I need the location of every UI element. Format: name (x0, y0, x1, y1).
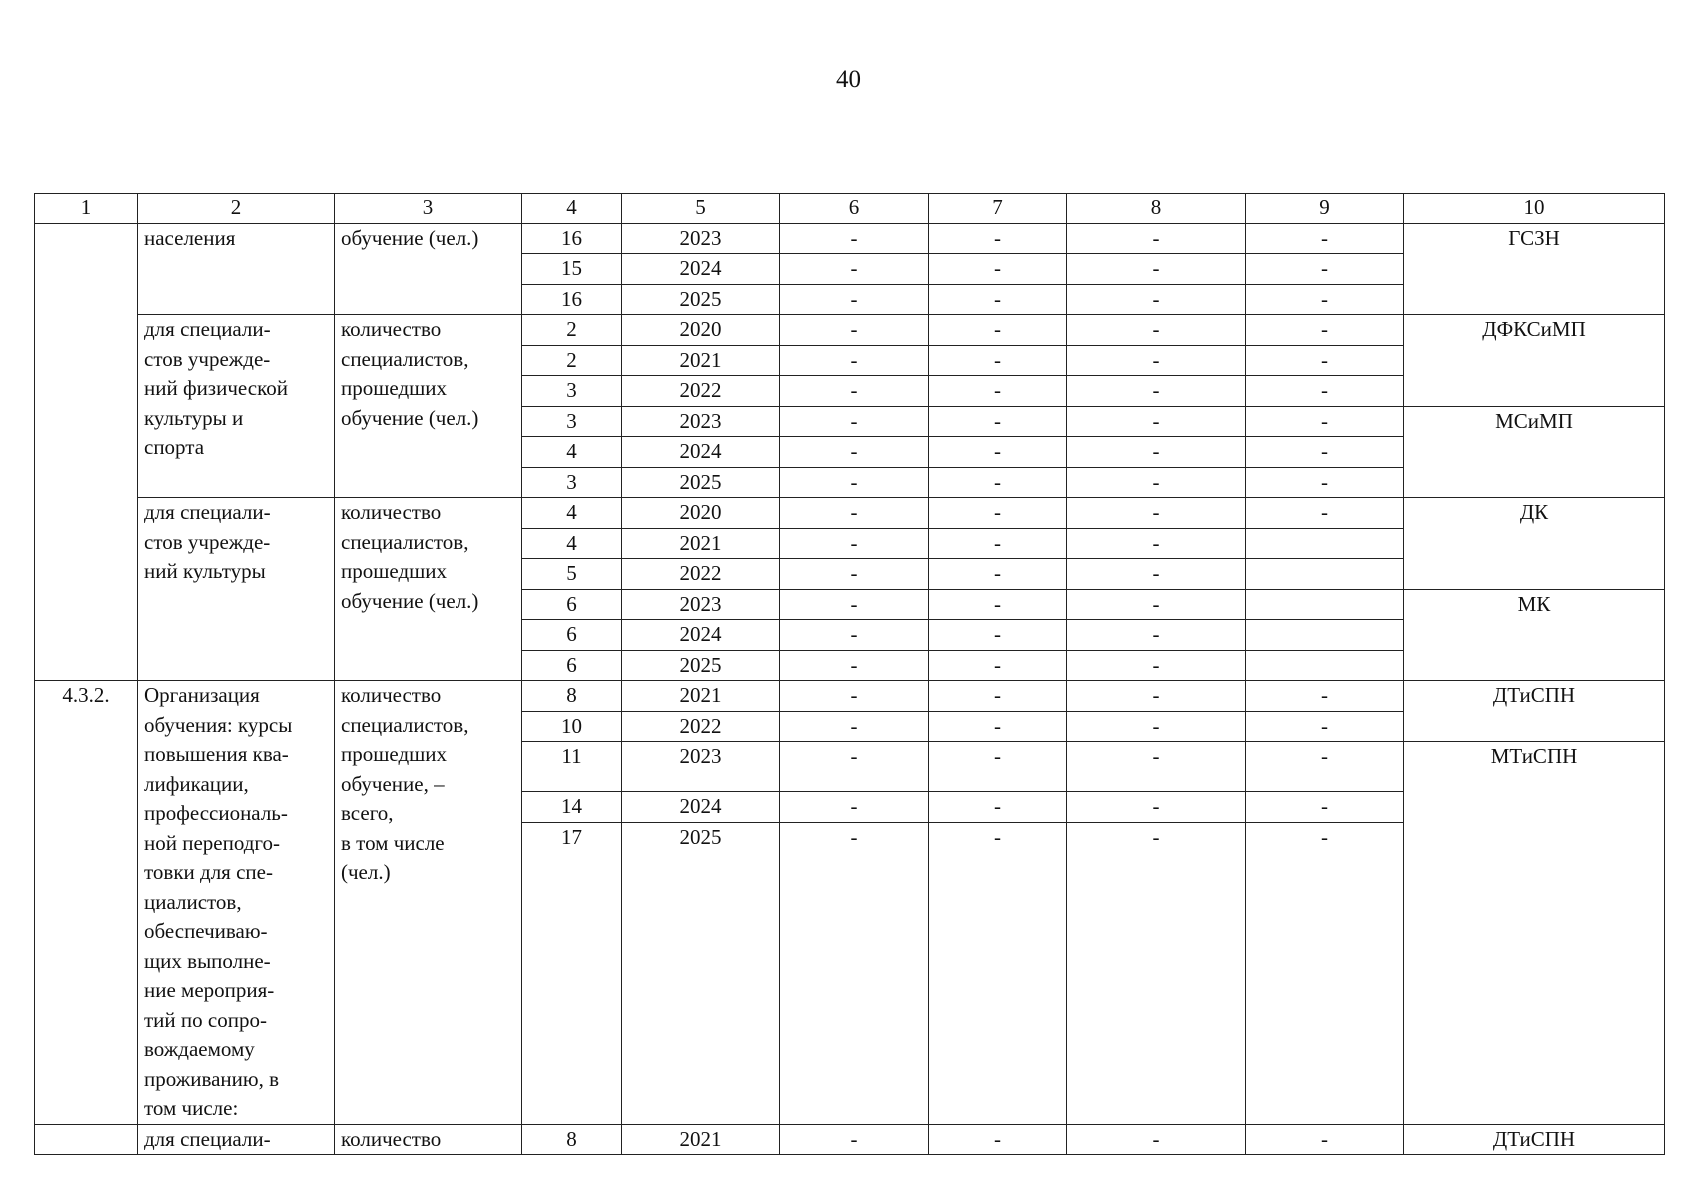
page-number: 40 (836, 66, 861, 93)
dash-cell: - (1067, 792, 1246, 823)
value-cell: 14 (522, 792, 622, 823)
year-cell: 2023 (622, 223, 780, 254)
empty-cell (1246, 589, 1404, 620)
dash-cell: - (780, 284, 929, 315)
dash-cell: - (929, 681, 1067, 712)
dash-cell: - (1067, 742, 1246, 792)
dash-cell: - (780, 792, 929, 823)
item-code-cell (35, 223, 138, 681)
header-cell: 8 (1067, 194, 1246, 224)
value-cell: 4 (522, 498, 622, 529)
table-body (35, 194, 1665, 1155)
dash-cell: - (1067, 254, 1246, 285)
dash-cell: - (1246, 284, 1404, 315)
dash-cell: - (1246, 792, 1404, 823)
year-cell: 2023 (622, 589, 780, 620)
executor-cell: ДК (1404, 498, 1665, 590)
dash-cell: - (1067, 406, 1246, 437)
empty-cell (1246, 650, 1404, 681)
empty-cell (1246, 559, 1404, 590)
dash-cell: - (1067, 437, 1246, 468)
dash-cell: - (780, 589, 929, 620)
dash-cell: - (929, 284, 1067, 315)
dash-cell: - (780, 467, 929, 498)
indicator-cell: количество специалистов, прошедших обучение, – всего, в том числе (чел.) (335, 681, 522, 1125)
indicator-cell: количество специалистов, прошедших обучение (чел.) (335, 315, 522, 498)
year-cell: 2021 (622, 1124, 780, 1155)
value-cell: 16 (522, 223, 622, 254)
executor-cell: МК (1404, 589, 1665, 681)
year-cell: 2021 (622, 681, 780, 712)
dash-cell: - (780, 406, 929, 437)
executor-cell: МТиСПН (1404, 742, 1665, 1125)
value-cell: 8 (522, 1124, 622, 1155)
executor-cell: МСиМП (1404, 406, 1665, 498)
year-cell: 2025 (622, 467, 780, 498)
executor-cell: ДФКСиМП (1404, 315, 1665, 407)
dash-cell: - (929, 589, 1067, 620)
year-cell: 2024 (622, 792, 780, 823)
dash-cell: - (1067, 650, 1246, 681)
year-cell: 2024 (622, 437, 780, 468)
value-cell: 11 (522, 742, 622, 792)
dash-cell: - (780, 681, 929, 712)
item-name-cell: для специали- стов учрежде- ний культуры (138, 498, 335, 681)
table-row (35, 315, 1665, 346)
year-cell: 2022 (622, 559, 780, 590)
value-cell: 17 (522, 822, 622, 1124)
value-cell: 2 (522, 345, 622, 376)
dash-cell: - (1246, 376, 1404, 407)
value-cell: 6 (522, 589, 622, 620)
item-code-cell: 4.3.2. (35, 681, 138, 1125)
executor-cell: ГСЗН (1404, 223, 1665, 315)
year-cell: 2021 (622, 528, 780, 559)
executor-cell: ДТиСПН (1404, 1124, 1665, 1155)
year-cell: 2024 (622, 620, 780, 651)
dash-cell: - (1246, 345, 1404, 376)
indicator-cell: количество специалистов, прошедших обучение (чел.) (335, 498, 522, 681)
header-cell: 3 (335, 194, 522, 224)
dash-cell: - (1067, 345, 1246, 376)
dash-cell: - (1067, 528, 1246, 559)
year-cell: 2024 (622, 254, 780, 285)
dash-cell: - (780, 822, 929, 1124)
dash-cell: - (1067, 589, 1246, 620)
year-cell: 2025 (622, 284, 780, 315)
header-cell: 7 (929, 194, 1067, 224)
dash-cell: - (929, 223, 1067, 254)
dash-cell: - (929, 822, 1067, 1124)
header-cell: 6 (780, 194, 929, 224)
dash-cell: - (929, 792, 1067, 823)
item-name-cell: Организация обучения: курсы повышения ква- лификации, профессиональ- ной переподго- товки для спе- циалистов, обеспечиваю- щих выполне- ние мероприя- тий по сопро- вождаемому проживанию, в том числе: (138, 681, 335, 1125)
table-row (35, 681, 1665, 712)
year-cell: 2025 (622, 650, 780, 681)
plan-table (34, 193, 1665, 1155)
header-cell: 10 (1404, 194, 1665, 224)
year-cell: 2023 (622, 406, 780, 437)
dash-cell: - (1246, 711, 1404, 742)
dash-cell: - (780, 650, 929, 681)
dash-cell: - (1246, 498, 1404, 529)
item-code-cell (35, 1124, 138, 1155)
value-cell: 2 (522, 315, 622, 346)
dash-cell: - (1067, 559, 1246, 590)
value-cell: 10 (522, 711, 622, 742)
year-cell: 2023 (622, 742, 780, 792)
dash-cell: - (1246, 437, 1404, 468)
dash-cell: - (780, 498, 929, 529)
year-cell: 2022 (622, 711, 780, 742)
dash-cell: - (1246, 742, 1404, 792)
year-cell: 2022 (622, 376, 780, 407)
dash-cell: - (780, 437, 929, 468)
dash-cell: - (780, 223, 929, 254)
dash-cell: - (1067, 711, 1246, 742)
dash-cell: - (1067, 315, 1246, 346)
dash-cell: - (1067, 223, 1246, 254)
dash-cell: - (929, 711, 1067, 742)
dash-cell: - (780, 742, 929, 792)
empty-cell (1246, 620, 1404, 651)
empty-cell (1246, 528, 1404, 559)
value-cell: 4 (522, 528, 622, 559)
dash-cell: - (780, 528, 929, 559)
year-cell: 2020 (622, 315, 780, 346)
dash-cell: - (1246, 315, 1404, 346)
dash-cell: - (929, 345, 1067, 376)
dash-cell: - (929, 620, 1067, 651)
dash-cell: - (1246, 223, 1404, 254)
value-cell: 16 (522, 284, 622, 315)
dash-cell: - (929, 315, 1067, 346)
value-cell: 3 (522, 406, 622, 437)
dash-cell: - (1246, 467, 1404, 498)
dash-cell: - (1067, 822, 1246, 1124)
dash-cell: - (780, 254, 929, 285)
dash-cell: - (929, 467, 1067, 498)
dash-cell: - (780, 376, 929, 407)
dash-cell: - (780, 345, 929, 376)
dash-cell: - (929, 1124, 1067, 1155)
dash-cell: - (1067, 1124, 1246, 1155)
dash-cell: - (1246, 681, 1404, 712)
dash-cell: - (1246, 1124, 1404, 1155)
indicator-cell: обучение (чел.) (335, 223, 522, 315)
dash-cell: - (1067, 620, 1246, 651)
dash-cell: - (780, 559, 929, 590)
dash-cell: - (1067, 376, 1246, 407)
value-cell: 6 (522, 620, 622, 651)
value-cell: 5 (522, 559, 622, 590)
dash-cell: - (780, 711, 929, 742)
dash-cell: - (929, 742, 1067, 792)
value-cell: 15 (522, 254, 622, 285)
dash-cell: - (1246, 406, 1404, 437)
year-cell: 2021 (622, 345, 780, 376)
value-cell: 4 (522, 437, 622, 468)
dash-cell: - (1067, 284, 1246, 315)
item-name-cell: для специали- стов учрежде- ний физической культуры и спорта (138, 315, 335, 498)
dash-cell: - (929, 376, 1067, 407)
dash-cell: - (1246, 254, 1404, 285)
year-cell: 2025 (622, 822, 780, 1124)
value-cell: 3 (522, 467, 622, 498)
dash-cell: - (929, 437, 1067, 468)
dash-cell: - (1067, 681, 1246, 712)
table-row (35, 498, 1665, 529)
dash-cell: - (1246, 822, 1404, 1124)
dash-cell: - (780, 1124, 929, 1155)
executor-cell: ДТиСПН (1404, 681, 1665, 742)
header-cell: 4 (522, 194, 622, 224)
dash-cell: - (929, 406, 1067, 437)
header-row (35, 194, 1665, 224)
indicator-cell: количество (335, 1124, 522, 1155)
dash-cell: - (929, 650, 1067, 681)
header-cell: 2 (138, 194, 335, 224)
table-row (35, 1124, 1665, 1155)
dash-cell: - (929, 498, 1067, 529)
dash-cell: - (929, 559, 1067, 590)
dash-cell: - (780, 315, 929, 346)
value-cell: 3 (522, 376, 622, 407)
header-cell: 9 (1246, 194, 1404, 224)
dash-cell: - (780, 620, 929, 651)
value-cell: 6 (522, 650, 622, 681)
dash-cell: - (929, 254, 1067, 285)
table-row (35, 223, 1665, 254)
value-cell: 8 (522, 681, 622, 712)
header-cell: 1 (35, 194, 138, 224)
dash-cell: - (1067, 498, 1246, 529)
header-cell: 5 (622, 194, 780, 224)
year-cell: 2020 (622, 498, 780, 529)
item-name-cell: населения (138, 223, 335, 315)
dash-cell: - (929, 528, 1067, 559)
item-name-cell: для специали- (138, 1124, 335, 1155)
dash-cell: - (1067, 467, 1246, 498)
